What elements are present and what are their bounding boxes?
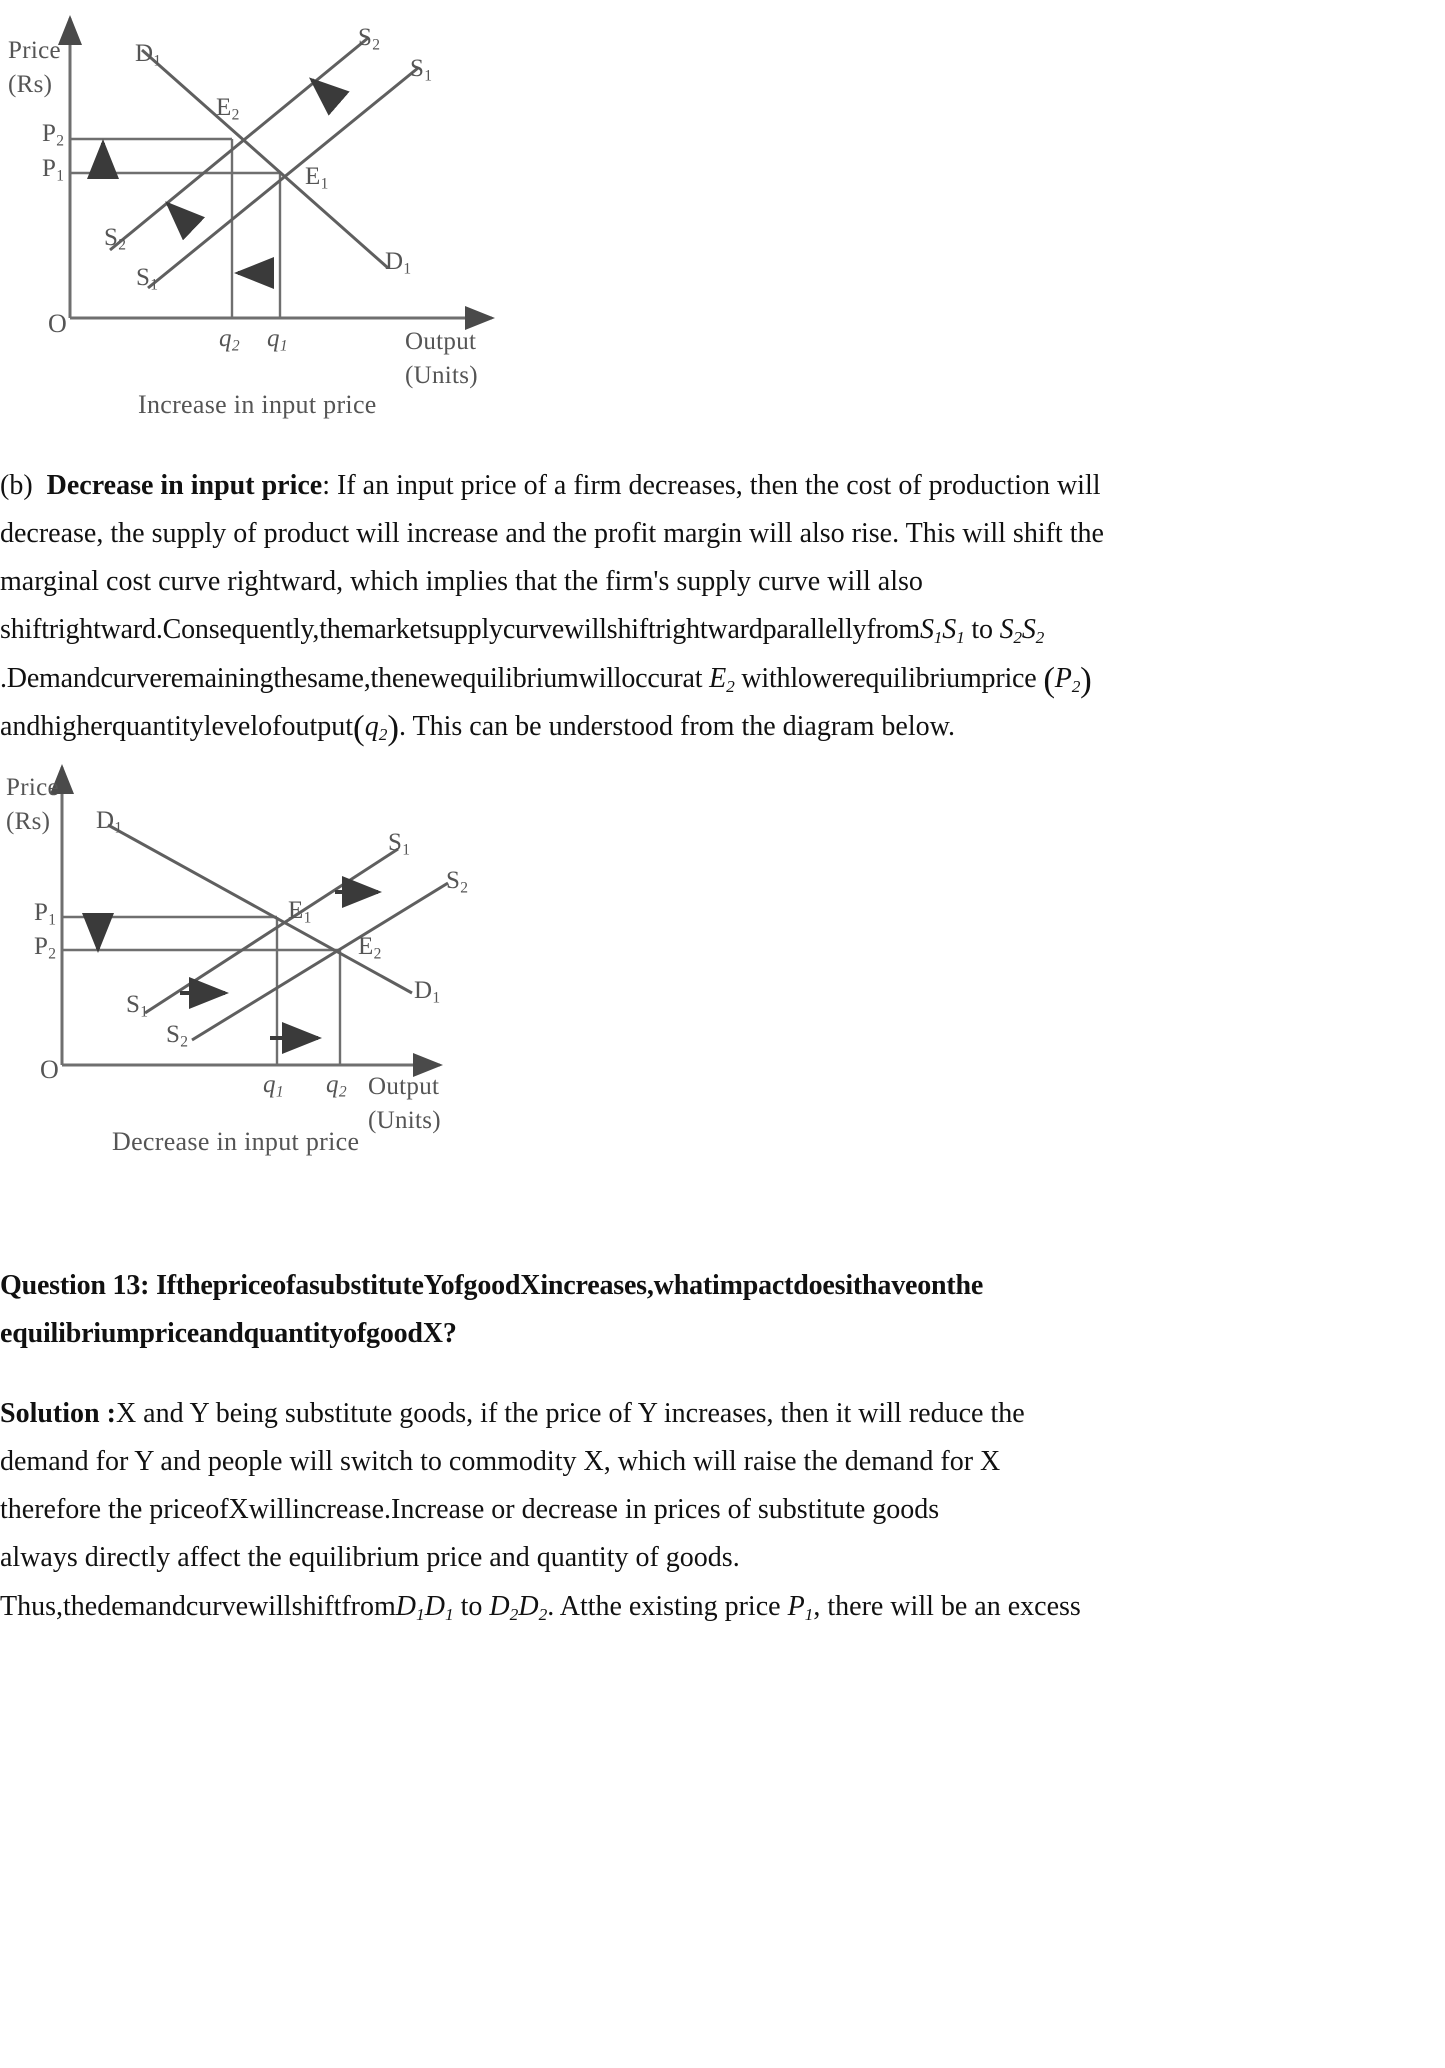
shift-arrow-supply-upper bbox=[312, 80, 335, 100]
supply-curve-s1 bbox=[145, 849, 398, 1013]
open-paren-p2: ( bbox=[1043, 659, 1055, 699]
p2-math: $P_2$ bbox=[1054, 662, 1081, 696]
solution-line5-text: Thus,thedemandcurvewillshiftfrom bbox=[0, 1590, 396, 1622]
solution-line1 bbox=[0, 1390, 1400, 1438]
solution-line3: therefore the priceofXwillincrease.Increase or decrease in prices of substitute goods bbox=[0, 1494, 940, 1526]
fig1-x-label-units: (Units) bbox=[405, 361, 478, 389]
fig2-label-p1: $P_1$ bbox=[34, 899, 57, 929]
fig2-label-s2-top: $S_2$ bbox=[446, 867, 469, 897]
fig1-label-d1-bottom: $D_1$ bbox=[385, 248, 412, 278]
fig1-label-q2: $q_2$ bbox=[219, 325, 240, 355]
fig1-y-axis-label bbox=[8, 34, 61, 102]
fig2-label-p2: $P_2$ bbox=[34, 933, 57, 963]
section-b-marker: (b) bbox=[0, 470, 33, 501]
fig2-x-axis-label bbox=[368, 1070, 441, 1138]
fig2-y-axis-label bbox=[6, 771, 59, 839]
fig1-y-label-price: Price bbox=[8, 37, 61, 64]
shift-arrow-supply-lower bbox=[168, 204, 190, 225]
fig1-label-p2: $P_2$ bbox=[42, 120, 65, 150]
fig2-origin-label: O bbox=[40, 1055, 60, 1084]
close-paren-q2: ) bbox=[387, 707, 400, 747]
fig2-x-label-units: (Units) bbox=[368, 1106, 441, 1134]
section-b-line5 bbox=[0, 655, 1400, 703]
solution-block bbox=[0, 1390, 1400, 1631]
section-b-line4-text: shiftrightward.Consequently,themarketsupplycurvewillshiftrightwardparallellyfrom bbox=[0, 614, 920, 646]
solution-line5-text2: . Atthe existing price bbox=[547, 1590, 781, 1622]
fig1-label-s1-bottom: $S_1$ bbox=[136, 264, 159, 294]
supply-curve-s1 bbox=[148, 68, 418, 288]
section-b-line4 bbox=[0, 606, 1400, 654]
s1s1-math: $S_1S_1$ bbox=[919, 614, 965, 648]
demand-curve-d1 bbox=[108, 825, 412, 993]
section-b-line4-to: to bbox=[971, 614, 993, 646]
figure2-svg bbox=[0, 745, 560, 1175]
fig2-label-d1-bottom: $D_1$ bbox=[414, 977, 441, 1007]
fig1-label-s2-bottom: $S_2$ bbox=[104, 224, 127, 254]
fig2-y-label-price: Price bbox=[6, 774, 59, 801]
solution-label: Solution : bbox=[0, 1398, 116, 1429]
section-b-line5-text2: withlowerequilibriumprice bbox=[741, 662, 1037, 694]
solution-line5-to: to bbox=[460, 1590, 483, 1622]
fig1-label-d1-top: $D_1$ bbox=[135, 40, 162, 70]
fig2-label-s2-bottom: $S_2$ bbox=[166, 1021, 189, 1051]
d2d2-math: $D_2D_2$ bbox=[489, 1590, 548, 1624]
fig2-caption: Decrease in input price bbox=[112, 1127, 360, 1156]
fig2-label-e2: $E_2$ bbox=[358, 933, 382, 963]
fig1-label-p1: $P_1$ bbox=[42, 155, 65, 185]
figure-increase-in-input-price bbox=[0, 0, 560, 440]
section-b-line6-text: andhigherquantitylevelofoutput bbox=[0, 710, 354, 742]
fig1-x-label-output: Output bbox=[405, 328, 477, 355]
solution-line5 bbox=[0, 1583, 1400, 1631]
fig2-x-label-output: Output bbox=[368, 1073, 440, 1100]
fig1-label-e1: $E_1$ bbox=[305, 163, 329, 193]
question-13-line2: equilibriumpriceandquantityofgoodX? bbox=[0, 1318, 457, 1350]
fig1-label-s1-top: $S_1$ bbox=[410, 55, 433, 85]
section-b-line6-text2: . This can be understood from the diagram below. bbox=[399, 710, 955, 742]
section-b-colon: : bbox=[322, 470, 330, 501]
solution-line1-rest: X and Y being substitute goods, if the price of Y increases, then it will reduce the bbox=[115, 1398, 1025, 1429]
section-b-line3: marginal cost curve rightward, which implies that the firm's supply curve will also bbox=[0, 566, 923, 598]
section-b-line6 bbox=[0, 703, 1400, 751]
supply-curve-s2 bbox=[192, 883, 448, 1040]
fig1-label-q1: $q_1$ bbox=[267, 325, 288, 355]
question-13-block bbox=[0, 1262, 1400, 1358]
fig2-label-e1: $E_1$ bbox=[288, 897, 312, 927]
solution-line2: demand for Y and people will switch to commodity X, which will raise the demand for X bbox=[0, 1446, 1001, 1478]
fig1-label-s2-top: $S_2$ bbox=[358, 24, 381, 54]
fig2-label-s1-top: $S_1$ bbox=[388, 829, 411, 859]
section-b-line5-text: .Demandcurveremainingthesame,thenewequilibriumwilloccurat bbox=[0, 662, 703, 694]
solution-line5-text3: , there will be an excess bbox=[813, 1590, 1081, 1622]
fig1-x-axis-label bbox=[405, 325, 478, 393]
section-b-heading: Decrease in input price bbox=[46, 470, 323, 501]
question-13-label: Question 13: bbox=[0, 1270, 150, 1301]
section-b-line1-rest: If an input price of a firm decreases, then the cost of production will bbox=[330, 470, 1101, 501]
e2-math: $E_2$ bbox=[709, 662, 735, 696]
fig1-caption: Increase in input price bbox=[138, 390, 377, 419]
section-b-text bbox=[0, 462, 1400, 751]
fig2-label-s1-bottom: $S_1$ bbox=[126, 991, 149, 1021]
q2-math: $q_2$ bbox=[364, 710, 388, 744]
open-paren-q2: ( bbox=[353, 707, 365, 747]
fig1-y-label-rs: (Rs) bbox=[8, 70, 53, 98]
question-13-line1 bbox=[0, 1262, 1400, 1310]
s2s2-math: $S_2S_2$ bbox=[999, 614, 1045, 648]
close-paren-p2: ) bbox=[1080, 659, 1092, 699]
fig1-origin-label: O bbox=[48, 309, 68, 338]
fig1-label-e2: $E_2$ bbox=[216, 94, 240, 124]
fig2-label-d1-top: $D_1$ bbox=[96, 807, 123, 837]
figure-decrease-in-input-price bbox=[0, 745, 560, 1175]
fig2-label-q2: $q_2$ bbox=[326, 1071, 347, 1101]
section-b-line1 bbox=[0, 462, 1400, 510]
d1d1-math: $D_1D_1$ bbox=[395, 1590, 454, 1624]
demand-curve-d1 bbox=[142, 50, 388, 268]
fig2-y-label-rs: (Rs) bbox=[6, 807, 51, 835]
supply-curve-s2 bbox=[110, 38, 368, 250]
solution-line4: always directly affect the equilibrium price and quantity of goods. bbox=[0, 1542, 740, 1574]
section-b-line2: decrease, the supply of product will increase and the profit margin will also rise. This will shift the bbox=[0, 518, 1104, 550]
fig2-label-q1: $q_1$ bbox=[263, 1071, 284, 1101]
p1-math: $P_1$ bbox=[787, 1590, 814, 1624]
question-13-text-1: IfthepriceofasubstituteYofgoodXincreases,whatimpactdoesithaveonthe bbox=[156, 1270, 984, 1301]
